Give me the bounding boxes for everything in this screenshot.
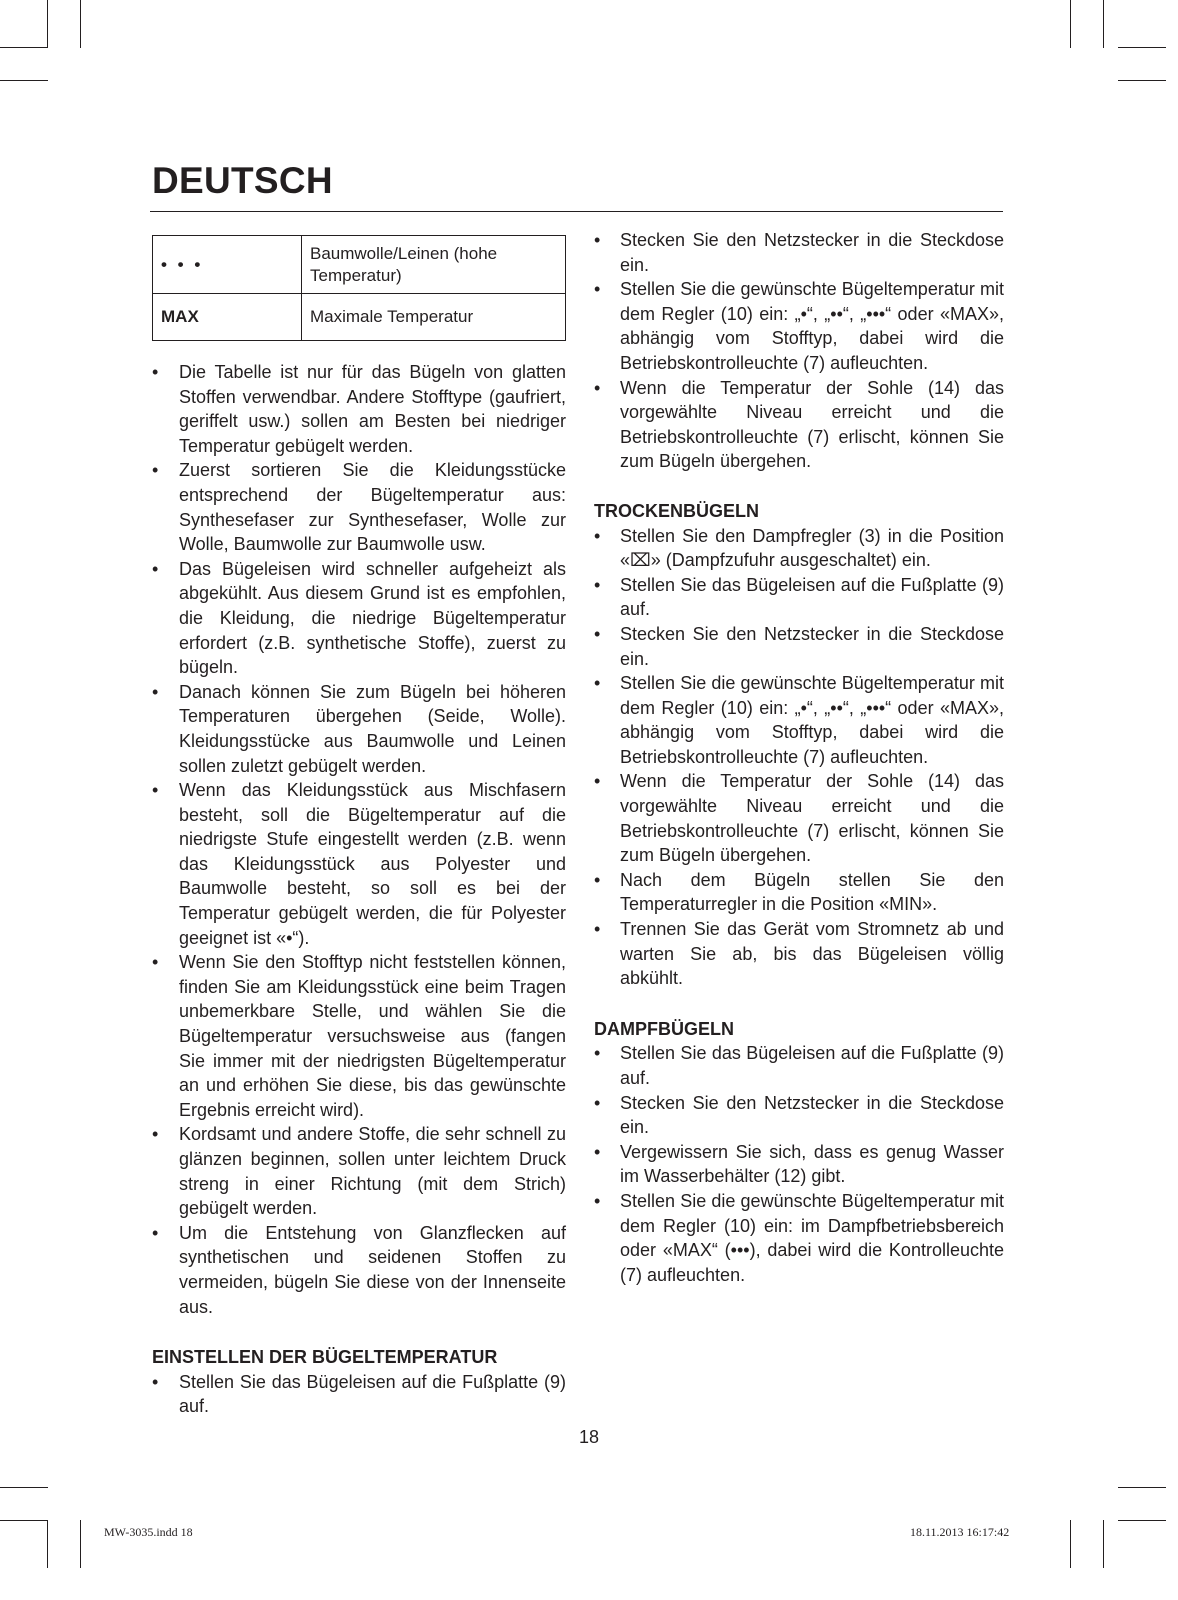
- print-slug-timestamp: 18.11.2013 16:17:42: [910, 1525, 1010, 1539]
- print-slug-filename: MW-3035.indd 18: [104, 1525, 193, 1539]
- page-number: 18: [578, 1427, 600, 1447]
- table-row: [153, 236, 566, 294]
- list-item: • Stellen Sie die gewünschte Bügeltemperatur mit dem Regler (10) ein: „•“, „••“, „•••“ oder «MAX», abhängig vom Stofftyp, dabei wird die Betriebskontrolleuchte (7) aufleuchten.: [594, 277, 1004, 375]
- list-item: • Wenn die Temperatur der Sohle (14) das vorgewählte Niveau erreicht und die Betriebskontrolleuchte (7) erlischt, können Sie zum Bügeln übergehen.: [594, 376, 1004, 474]
- section-heading-steam-ironing: DAMPFBÜGELN: [594, 1018, 734, 1039]
- temperature-symbol: MAX: [153, 294, 302, 341]
- page-title: DEUTSCH: [152, 160, 333, 201]
- list-item: • Wenn Sie den Stofftyp nicht feststellen können, finden Sie am Kleidungsstück eine beim Tragen unbemerkbare Stelle, und wählen Sie die Bügeltemperatur versuchsweise aus (fangen Sie immer mit der niedrigsten Bügeltemperatur an und erhöhen Sie diese, bis das gewünschte Ergebnis erreicht wird).: [152, 950, 566, 1122]
- steam-ironing-list: [594, 1041, 1004, 1287]
- crop-mark: [0, 1520, 48, 1521]
- list-item: • Stellen Sie den Dampfregler (3) in die Position «⌧» (Dampfzufuhr ausgeschaltet) ein.: [594, 524, 1004, 573]
- crop-mark: [0, 47, 48, 48]
- temperature-steps-continued: [594, 228, 1004, 474]
- crop-mark: [1118, 1487, 1166, 1488]
- list-item: • Trennen Sie das Gerät vom Stromnetz ab und warten Sie ab, bis das Bügeleisen völlig abkühlt.: [594, 917, 1004, 991]
- list-item: • Stellen Sie das Bügeleisen auf die Fußplatte (9) auf.: [594, 573, 1004, 622]
- crop-mark: [47, 1520, 48, 1568]
- ironing-tips-list: [152, 360, 566, 1319]
- crop-mark: [0, 1487, 48, 1488]
- list-item: • Stecken Sie den Netzstecker in die Steckdose ein.: [594, 228, 1004, 277]
- crop-mark: [47, 0, 48, 48]
- list-item: • Kordsamt und andere Stoffe, die sehr schnell zu glänzen beginnen, sollen unter leichtem Druck streng in einer Richtung (mit dem Strich) gebügelt werden.: [152, 1122, 566, 1220]
- crop-mark: [1103, 1520, 1104, 1568]
- table-row: [153, 294, 566, 341]
- crop-mark: [80, 0, 81, 48]
- list-item: • Stecken Sie den Netzstecker in die Steckdose ein.: [594, 1091, 1004, 1140]
- list-item: • Stellen Sie die gewünschte Bügeltemperatur mit dem Regler (10) ein: im Dampfbetriebsbereich oder «MAX“ (•••), dabei wird die Kontrolleuchte (7) aufleuchten.: [594, 1189, 1004, 1287]
- list-item: • Stellen Sie das Bügeleisen auf die Fußplatte (9) auf.: [152, 1370, 566, 1419]
- crop-mark: [1118, 1520, 1166, 1521]
- crop-mark: [1118, 80, 1166, 81]
- fabric-description: Baumwolle/Leinen (hohe Temperatur): [302, 236, 566, 294]
- temperature-table: [152, 235, 566, 341]
- list-item: • Stellen Sie das Bügeleisen auf die Fußplatte (9) auf.: [594, 1041, 1004, 1090]
- right-column: [594, 228, 1004, 1287]
- list-item: • Nach dem Bügeln stellen Sie den Temperaturregler in die Position «MIN».: [594, 868, 1004, 917]
- left-column: [152, 228, 566, 1419]
- list-item: • Wenn die Temperatur der Sohle (14) das vorgewählte Niveau erreicht und die Betriebskontrolleuchte (7) erlischt, können Sie zum Bügeln übergehen.: [594, 769, 1004, 867]
- list-item: • Danach können Sie zum Bügeln bei höheren Temperaturen übergehen (Seide, Wolle). Kleidungsstücke aus Baumwolle und Leinen sollen zuletzt gebügelt werden.: [152, 680, 566, 778]
- temperature-symbol: • • •: [153, 236, 302, 294]
- list-item: • Das Bügeleisen wird schneller aufgeheizt als abgekühlt. Aus diesem Grund ist es empfohlen, die Kleidung, die niedrige Bügeltemperatur erfordert (z.B. synthetische Stoffe), zuerst zu bügeln.: [152, 557, 566, 680]
- list-item: • Die Tabelle ist nur für das Bügeln von glatten Stoffen verwendbar. Andere Stofftype (gaufriert, geriffelt usw.) sollen am Besten bei niedriger Temperatur gebügelt werden.: [152, 360, 566, 458]
- crop-mark: [1118, 47, 1166, 48]
- crop-mark: [1070, 1520, 1071, 1568]
- list-item: • Wenn das Kleidungsstück aus Mischfasern besteht, soll die Bügeltemperatur auf die niedrigste Stufe eingestellt werden (z.B. wenn das Kleidungsstück aus Polyester und Baumwolle besteht, so soll es bei der Temperatur gebügelt werden, die für Polyester geeignet ist «•“).: [152, 778, 566, 950]
- list-item: • Stellen Sie die gewünschte Bügeltemperatur mit dem Regler (10) ein: „•“, „••“, „•••“ oder «MAX», abhängig vom Stofftyp, dabei wird die Betriebskontrolleuchte (7) aufleuchten.: [594, 671, 1004, 769]
- crop-mark: [1070, 0, 1071, 48]
- section-heading-dry-ironing: TROCKENBÜGELN: [594, 500, 759, 521]
- list-item: • Vergewissern Sie sich, dass es genug Wasser im Wasserbehälter (12) gibt.: [594, 1140, 1004, 1189]
- temperature-steps-list: [152, 1370, 566, 1419]
- crop-mark: [0, 80, 48, 81]
- fabric-description: Maximale Temperatur: [302, 294, 566, 341]
- list-item: • Um die Entstehung von Glanzflecken auf synthetischen und seidenen Stoffen zu vermeiden, bügeln Sie diese von der Innenseite aus.: [152, 1221, 566, 1319]
- list-item: • Zuerst sortieren Sie die Kleidungsstücke entsprechend der Bügeltemperatur aus: Synthesefaser zur Synthesefaser, Wolle zur Wolle, Baumwolle zur Baumwolle usw.: [152, 458, 566, 556]
- title-rule: [150, 211, 1003, 212]
- section-heading-temperature: EINSTELLEN DER BÜGELTEMPERATUR: [152, 1347, 498, 1368]
- crop-mark: [1103, 0, 1104, 48]
- crop-mark: [80, 1520, 81, 1568]
- list-item: • Stecken Sie den Netzstecker in die Steckdose ein.: [594, 622, 1004, 671]
- dry-ironing-list: [594, 524, 1004, 991]
